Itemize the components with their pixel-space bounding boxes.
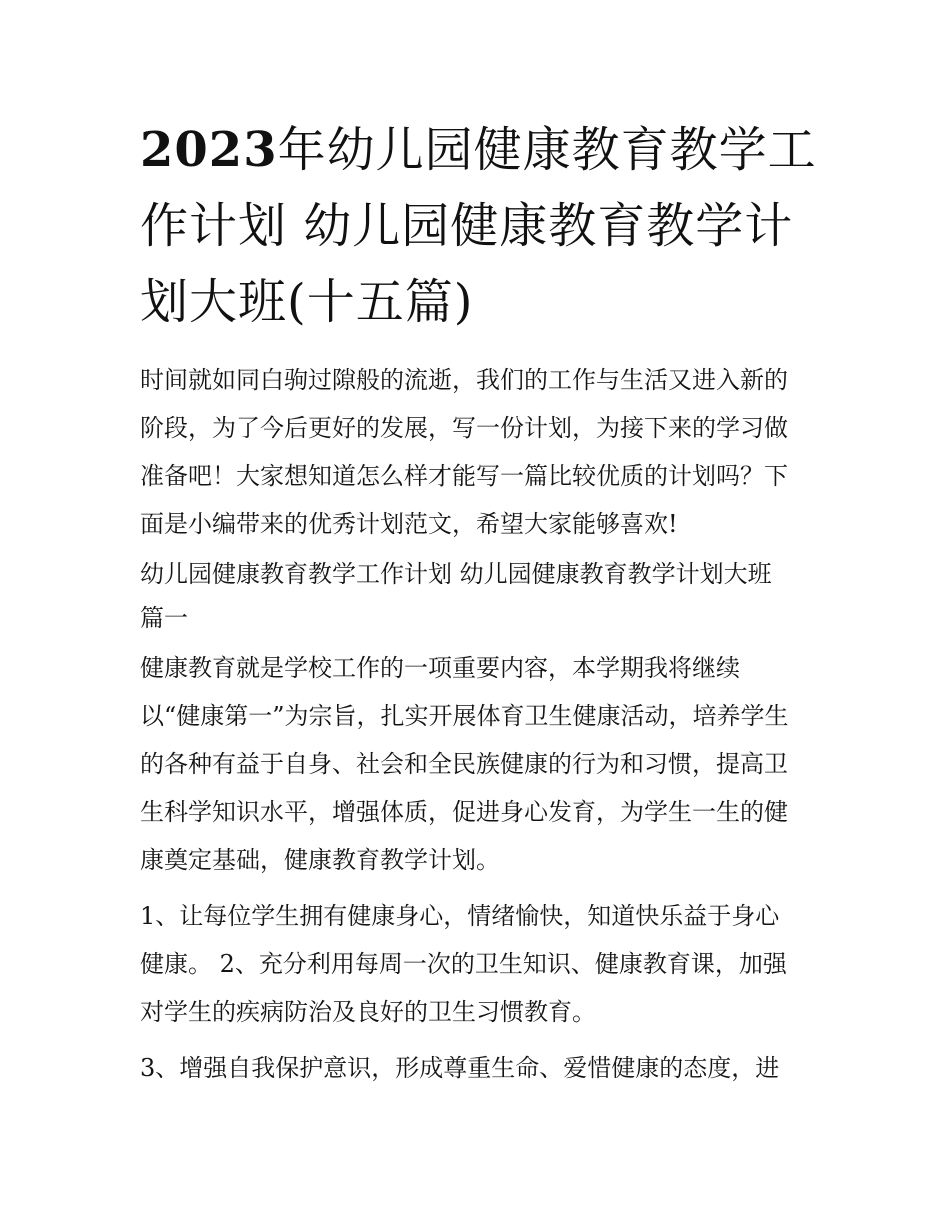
paragraph-line: 的各种有益于自身、社会和全民族健康的行为和习惯，提高卫 xyxy=(140,750,788,778)
goal-paragraph xyxy=(140,1044,820,1092)
paragraph-line: 时间就如同白驹过隙般的流逝，我们的工作与生活又进入新的 xyxy=(140,366,788,394)
document-body xyxy=(140,356,820,1092)
title-line xyxy=(140,112,820,188)
intro-paragraph xyxy=(140,356,820,548)
paragraph-line: 准备吧！大家想知道怎么样才能写一篇比较优质的计划吗？下 xyxy=(140,462,788,490)
paragraph-line: 3、增强自我保护意识，形成尊重生命、爱惜健康的态度，进 xyxy=(140,1054,780,1082)
paragraph-line: 康奠定基础，健康教育教学计划。 xyxy=(140,846,500,874)
body-paragraph xyxy=(140,644,820,884)
heading-line: 幼儿园健康教育教学工作计划 幼儿园健康教育教学计划大班 xyxy=(140,560,772,588)
title-text: 年幼儿园健康教育教学工 xyxy=(277,122,817,178)
paragraph-line: 以“健康第一”为宗旨，扎实开展体育卫生健康活动，培养学生 xyxy=(140,702,789,730)
paragraph-line: 阶段，为了今后更好的发展，写一份计划，为接下来的学习做 xyxy=(140,414,788,442)
paragraph-line: 1、让每位学生拥有健康身心，情绪愉快，知道快乐益于身心 xyxy=(140,902,780,930)
title-line: 划大班(十五篇) xyxy=(140,274,474,330)
document-title xyxy=(140,112,820,340)
paragraph-line: 健康。 2、充分利用每周一次的卫生知识、健康教育课，加强 xyxy=(140,950,787,978)
heading-line: 篇一 xyxy=(140,604,188,632)
paragraph-line: 健康教育就是学校工作的一项重要内容，本学期我将继续 xyxy=(140,654,740,682)
title-line: 作计划 幼儿园健康教育教学计 xyxy=(140,198,794,254)
paragraph-line: 面是小编带来的优秀计划范文，希望大家能够喜欢! xyxy=(140,510,678,538)
paragraph-line: 生科学知识水平，增强体质，促进身心发育，为学生一生的健 xyxy=(140,798,788,826)
title-year: 2023 xyxy=(140,122,278,178)
paragraph-line: 对学生的疾病防治及良好的卫生习惯教育。 xyxy=(140,998,596,1026)
section-heading xyxy=(140,552,820,640)
goal-paragraph xyxy=(140,892,820,1036)
